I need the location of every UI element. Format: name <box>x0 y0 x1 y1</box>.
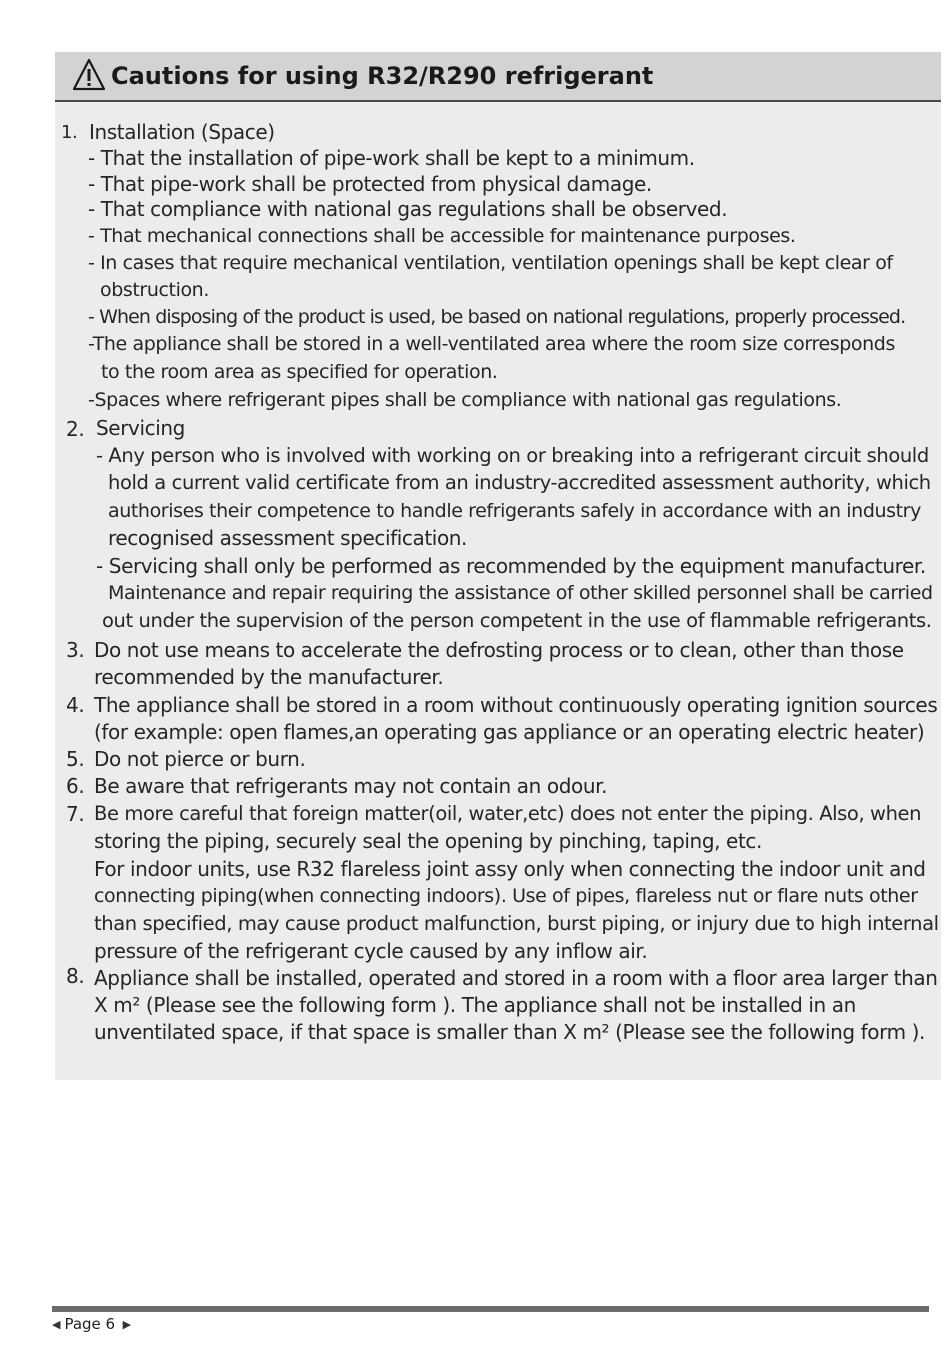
warning-triangle-icon <box>72 58 106 92</box>
text-line: - That compliance with national gas regulations shall be observed. <box>88 197 728 221</box>
text-line: Do not pierce or burn. <box>94 747 306 771</box>
page-footer <box>52 1315 131 1333</box>
text-line: Maintenance and repair requiring the assistance of other skilled personnel shall be carried <box>108 582 933 604</box>
text-line: storing the piping, securely seal the opening by pinching, taping, etc. <box>94 829 762 853</box>
text-line: pressure of the refrigerant cycle caused by any inflow air. <box>94 939 648 963</box>
text-line: - That the installation of pipe-work shall be kept to a minimum. <box>88 146 695 170</box>
text-line: Be more careful that foreign matter(oil, water,etc) does not enter the piping. Also, when <box>94 802 922 825</box>
item-number-3: 3. <box>66 638 85 662</box>
item-heading-servicing: Servicing <box>96 416 185 440</box>
item-number-4: 4. <box>66 693 85 717</box>
text-line: - When disposing of the product is used, be based on national regulations, properly processed. <box>88 306 906 328</box>
page-title: Cautions for using R32/R290 refrigerant <box>111 62 654 90</box>
text-line: X m² (Please see the following form ). The appliance shall not be installed in an <box>94 993 856 1017</box>
item-number-5: 5. <box>66 747 85 771</box>
text-line: (for example: open flames,an operating gas appliance or an operating electric heater) <box>94 720 925 744</box>
text-line: out under the supervision of the person competent in the use of flammable refrigerants. <box>102 609 932 632</box>
text-line: - That mechanical connections shall be accessible for maintenance purposes. <box>88 225 796 247</box>
text-line: - Servicing shall only be performed as recommended by the equipment manufacturer. <box>96 554 926 578</box>
text-line: -The appliance shall be stored in a well-ventilated area where the room size corresponds <box>88 333 895 355</box>
text-line: - Any person who is involved with working on or breaking into a refrigerant circuit should <box>96 444 929 467</box>
text-line: connecting piping(when connecting indoors). Use of pipes, flareless nut or flare nuts other <box>94 885 918 907</box>
item-number-1: 1. <box>61 122 78 143</box>
item-heading-installation: Installation (Space) <box>89 120 275 144</box>
item-number-2: 2. <box>66 417 85 441</box>
caution-panel <box>55 52 941 1080</box>
text-line: Be aware that refrigerants may not contain an odour. <box>94 774 608 798</box>
text-line: - In cases that require mechanical ventilation, ventilation openings shall be kept clear of <box>88 252 893 274</box>
text-line: recognised assessment specification. <box>108 526 468 550</box>
page-number: Page 6 <box>64 1315 116 1333</box>
text-line: hold a current valid certificate from an industry-accredited assessment authority, which <box>108 471 931 494</box>
text-line: to the room area as specified for operation. <box>101 361 498 383</box>
triangle-left-icon[interactable]: ◀ <box>52 1317 61 1331</box>
text-line: For indoor units, use R32 flareless joint assy only when connecting the indoor unit and <box>94 857 926 881</box>
text-line: recommended by the manufacturer. <box>94 665 444 689</box>
triangle-right-icon[interactable]: ▶ <box>119 1317 132 1331</box>
text-line: - That pipe-work shall be protected from physical damage. <box>88 172 652 196</box>
text-line: obstruction. <box>100 279 209 301</box>
text-line: The appliance shall be stored in a room without continuously operating ignition sources <box>94 693 938 717</box>
item-number-7: 7. <box>66 802 85 826</box>
text-line: unventilated space, if that space is smaller than X m² (Please see the following form ). <box>94 1020 925 1044</box>
item-number-8: 8. <box>66 964 85 988</box>
text-line: authorises their competence to handle refrigerants safely in accordance with an industry <box>108 500 921 522</box>
item-number-6: 6. <box>66 774 85 798</box>
caution-header <box>55 52 941 102</box>
text-line: Appliance shall be installed, operated and stored in a room with a floor area larger than <box>94 966 938 990</box>
text-line: Do not use means to accelerate the defrosting process or to clean, other than those <box>94 638 904 662</box>
text-line: than specified, may cause product malfunction, burst piping, or injury due to high internal <box>94 912 939 935</box>
text-line: -Spaces where refrigerant pipes shall be compliance with national gas regulations. <box>88 389 842 411</box>
footer-rule <box>52 1306 929 1312</box>
